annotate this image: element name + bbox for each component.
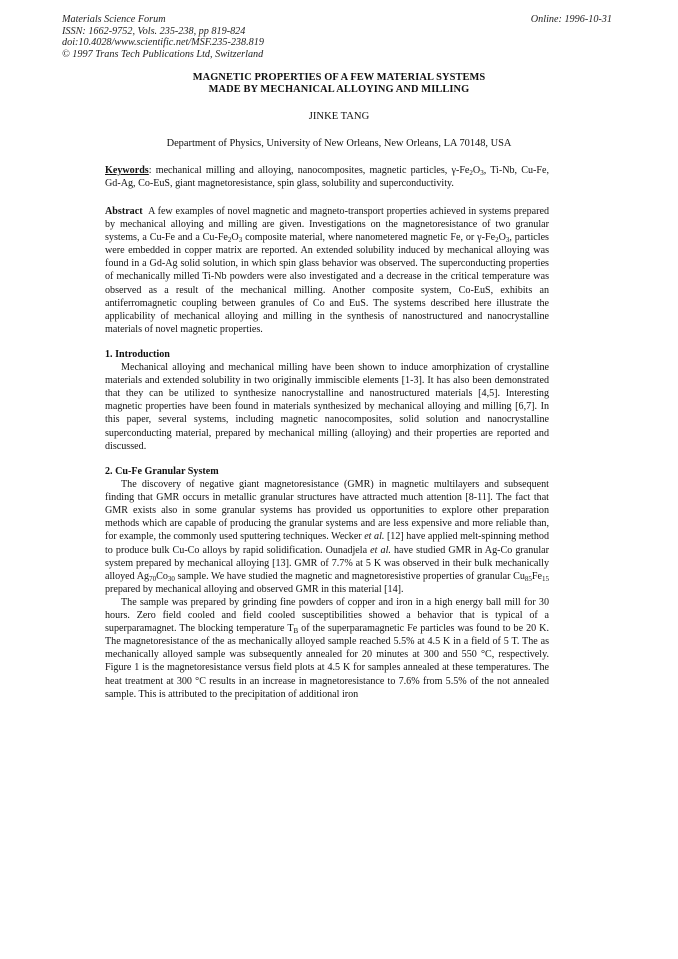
subscript: 2 xyxy=(469,169,473,177)
journal-header xyxy=(62,14,264,60)
paragraph: Mechanical alloying and mechanical milling have been shown to induce amorphization of crystalline materials and extended solubility in two originally immiscible elements [1-3]. It has also been demonstrated that they can be utilized to synthesize nanocrystalline and nanostructured materials [4,5]. Interesting magnetic properties have been found in materials synthesized by mechanical alloying and milling [6,7]. In this paper, several systems, including magnetic nanocomposites, solid solution and nanocrystalline superconducting material, prepared by mechanical milling (alloying) and their properties are reported and discussed. xyxy=(105,362,549,452)
abstract-text: A few examples of novel magnetic and magneto-transport properties achieved in systems prepared by mechanical alloying and milling are given. Investigations on the magnetoresistance of two granular systems, a Cu-Fe and a Cu-Fe xyxy=(105,206,549,244)
paper-title xyxy=(0,72,678,97)
copyright-line: © 1997 Trans Tech Publications Ltd, Switzerland xyxy=(62,48,264,60)
title-line-2: MADE BY MECHANICAL ALLOYING AND MILLING xyxy=(208,84,470,96)
keywords-text: , Ti-Nb, Cu-Fe, Gd-Ag, Co-EuS, giant magnetoresistance, spin glass, solubility and superconductivity. xyxy=(105,165,549,190)
et-al: et al. xyxy=(370,544,391,556)
paragraph-text: Fe xyxy=(531,570,542,582)
paragraph-text: The sample was prepared by grinding fine powders of copper and iron in a high energy ball mill for 30 hours. Zero field cooled and field cooled susceptibilities showed a behavior that is typical of a superparamagnet. The blocking temperature T xyxy=(105,596,549,635)
title-line-1: MAGNETIC PROPERTIES OF A FEW MATERIAL SYSTEMS xyxy=(192,72,486,83)
keywords-text: : mechanical milling and alloying, nanocomposites, magnetic particles, γ-Fe xyxy=(148,165,470,176)
paragraph-text: Co xyxy=(156,570,168,582)
paragraph-text: of the superparamagnetic Fe particles was found to be 20 K. The magnetoresistance of the as mechanically alloyed sample reached 5.5% at 4.5 K in a field of 5 T. The as mechanically alloyed sample was subsequently annealed for 20 minutes at 300 and 550 °C, respectively. Figure 1 is the magnetoresistance versus field plots at 4.5 K for samples annealed at these temperatures. The heat treatment at 300 °C results in an increase in magnetoresistance to 7.6% from 5.5% of the not annealed sample. This is attributed to the precipitation of additional iron xyxy=(105,623,549,700)
subscript: 70 xyxy=(149,574,157,583)
paragraph-text: have studied GMR in Ag-Co granular system prepared by mechanical alloying [13]. GMR of 7.7% at 5 K was observed in their bulk mechanically alloyed Ag xyxy=(105,544,549,582)
et-al: et al. xyxy=(364,531,385,543)
author: JINKE TANG xyxy=(308,111,370,122)
abstract-text: O xyxy=(231,232,239,244)
subscript: 3 xyxy=(480,169,484,177)
keywords xyxy=(105,164,549,190)
journal-name: Materials Science Forum xyxy=(62,14,166,25)
subscript: B xyxy=(293,627,299,636)
subscript: 30 xyxy=(167,574,175,583)
keywords-text: O xyxy=(472,165,481,176)
subscript: 2 xyxy=(227,236,232,245)
abstract-text: , particles were embedded in copper matrix are reported. An extended solubility induced by mechanical alloying was found in a Gd-Ag solid solution, in which spin glass behavior was observed. The superconducting properties of mechanically milled Ti-Nb powders were also investigated and a decrease in the critical temperature was observed as a result of the mechanical milling. Another composite system, Co-EuS, exhibits an antiferromagnetic coupling between granules of Co and EuS. The systems described here illustrate the applicability of mechanical alloying and milling in the synthesis of nanostructured and nanocrystalline materials of novel magnetic properties. xyxy=(105,232,549,335)
subscript: 85 xyxy=(524,574,532,583)
paragraph-text: prepared by mechanical alloying and observed GMR in this material [14]. xyxy=(105,583,404,595)
abstract-label: Abstract xyxy=(105,206,143,217)
doi-line: doi:10.4028/www.scientific.net/MSF.235-238.819 xyxy=(62,37,264,49)
abstract-text: O xyxy=(498,232,506,244)
subscript: 15 xyxy=(542,574,549,583)
abstract-text: composite material, where nanometered magnetic Fe, or γ-Fe xyxy=(242,232,496,244)
paragraph-text: sample. We have studied the magnetic and magnetoresistive properties of granular Cu xyxy=(174,570,525,582)
section-cu-fe xyxy=(105,465,549,701)
subscript: 3 xyxy=(238,236,243,245)
paragraph xyxy=(105,596,549,701)
subscript: 2 xyxy=(495,236,499,245)
section-heading: 1. Introduction xyxy=(105,349,170,360)
section-heading: 2. Cu-Fe Granular System xyxy=(105,466,219,477)
issn-line: ISSN: 1662-9752, Vols. 235-238, pp 819-824 xyxy=(62,25,246,37)
abstract xyxy=(105,205,549,336)
subscript: 3 xyxy=(505,236,510,245)
keywords-label: Keywords xyxy=(105,165,149,176)
paragraph-text: The discovery of negative giant magnetoresistance (GMR) in magnetic multilayers and subsequent finding that GMR occurs in metallic granular structures have attracted much attention [8-11]. The fact that GMR exists also in some granular systems has provided us opportunities to explore other preparation methods which are capable of producing the granular systems and are less expensive and more reliable than, for example, the commonly used sputtering techniques. Wecker xyxy=(105,479,549,543)
online-date: Online: 1996-10-31 xyxy=(530,14,612,25)
paragraph xyxy=(105,478,549,596)
affiliation: Department of Physics, University of New Orleans, New Orleans, LA 70148, USA xyxy=(166,138,512,149)
section-introduction xyxy=(105,348,549,453)
paragraph-text: [12] have applied melt-spinning method to produce bulk Cu-Co alloys by rapid solidification. Ounadjela xyxy=(105,531,550,556)
